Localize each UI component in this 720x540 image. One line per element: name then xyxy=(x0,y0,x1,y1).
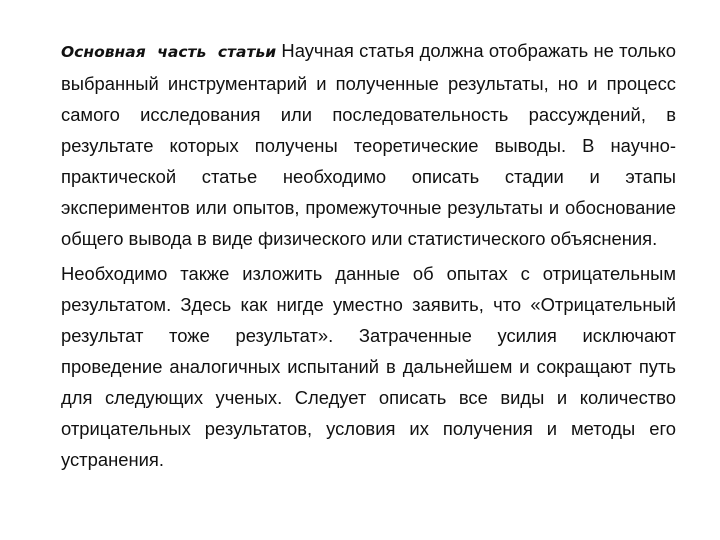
paragraph-text: Научная статья должна отображать не только выбранный инструментарий и полученные результаты, но и процесс самого исследования или последовательность рассуждений, в результате которых получены теоретические выводы. В научно-практической статье необходимо описать стадии и этапы экспериментов или опытов, промежуточные результаты и обоснование общего вывода в виде физического или статистического объяснения. xyxy=(61,40,676,249)
paragraph-text: Необходимо также изложить данные об опытах с отрицательным результатом. Здесь как нигде уместно заявить, что «Отрицательный результат тоже результат». Затраченные усилия исключают проведение аналогичных испытаний в дальнейшем и сокращают путь для следующих ученых. Следует описать все виды и количество отрицательных результатов, условия их получения и методы его устранения. xyxy=(61,263,676,470)
paragraph-article-main-part xyxy=(61,35,676,254)
slide-body xyxy=(61,35,676,475)
paragraph-negative-results xyxy=(61,258,676,475)
lead-heading: Основная часть статьи xyxy=(61,43,277,61)
